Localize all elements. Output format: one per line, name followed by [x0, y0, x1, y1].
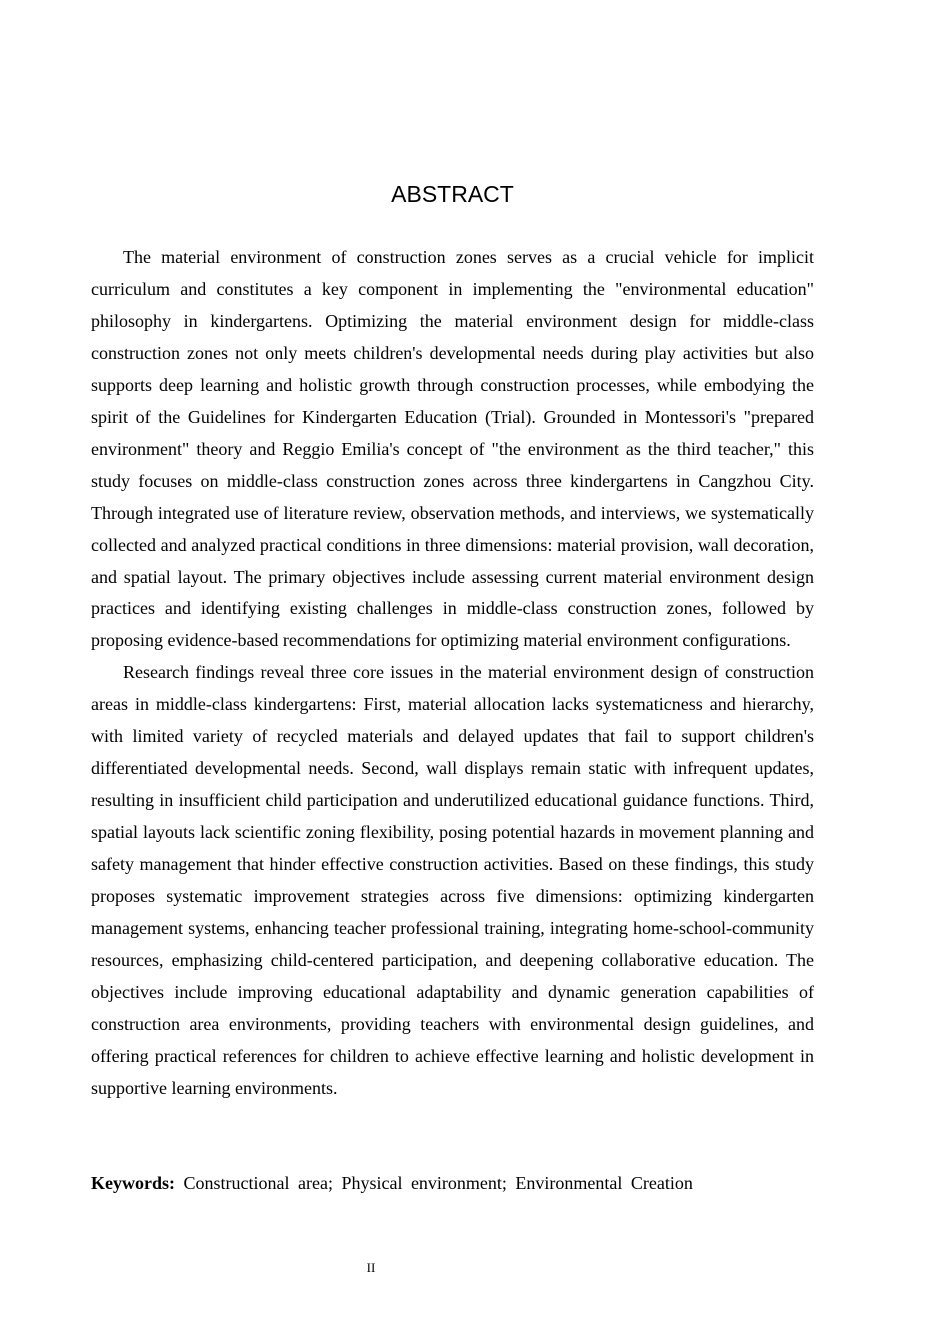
keywords-label: Keywords:: [91, 1173, 175, 1193]
abstract-paragraph-2: Research findings reveal three core issues in the material environment design of construction areas in middle-class kindergartens: First, material allocation lacks systematicness and hierarchy, with limited variety of recycled materials and delayed updates that fail to support children's differentiated developmental needs. Second, wall displays remain static with infrequent updates, resulting in insufficient child participation and underutilized educational guidance functions. Third, spatial layouts lack scientific zoning flexibility, posing potential hazards in movement planning and safety management that hinder effective construction activities. Based on these findings, this study proposes systematic improvement strategies across five dimensions: optimizing kindergarten management systems, enhancing teacher professional training, integrating home-school-community resources, emphasizing child-centered participation, and deepening collaborative education. The objectives include improving educational adaptability and dynamic generation capabilities of construction area environments, providing teachers with environmental design guidelines, and offering practical references for children to achieve effective learning and holistic development in supportive learning environments.: [91, 662, 814, 1098]
keywords-list: Constructional area; Physical environment; Environmental Creation: [183, 1173, 693, 1193]
abstract-paragraph-1: The material environment of construction zones serves as a crucial vehicle for implicit curriculum and constitutes a key component in implementing the "environmental education" philosophy in kindergartens. Optimizing the material environment design for middle-class construction zones not only meets children's developmental needs during play activities but also supports deep learning and holistic growth through construction processes, while embodying the spirit of the Guidelines for Kindergarten Education (Trial). Grounded in Montessori's "prepared environment" theory and Reggio Emilia's concept of "the environment as the third teacher," this study focuses on middle-class construction zones across three kindergartens in Cangzhou City. Through integrated use of literature review, observation methods, and interviews, we systematically collected and analyzed practical conditions in three dimensions: material provision, wall decoration, and spatial layout. The primary objectives include assessing current material environment design practices and identifying existing challenges in middle-class construction zones, followed by proposing evidence-based recommendations for optimizing material environment configurations.: [91, 247, 814, 651]
abstract-body: [91, 242, 814, 1105]
page-number: II: [366, 1260, 376, 1275]
keywords-line: [91, 1167, 814, 1199]
page-title: ABSTRACT: [391, 181, 514, 207]
